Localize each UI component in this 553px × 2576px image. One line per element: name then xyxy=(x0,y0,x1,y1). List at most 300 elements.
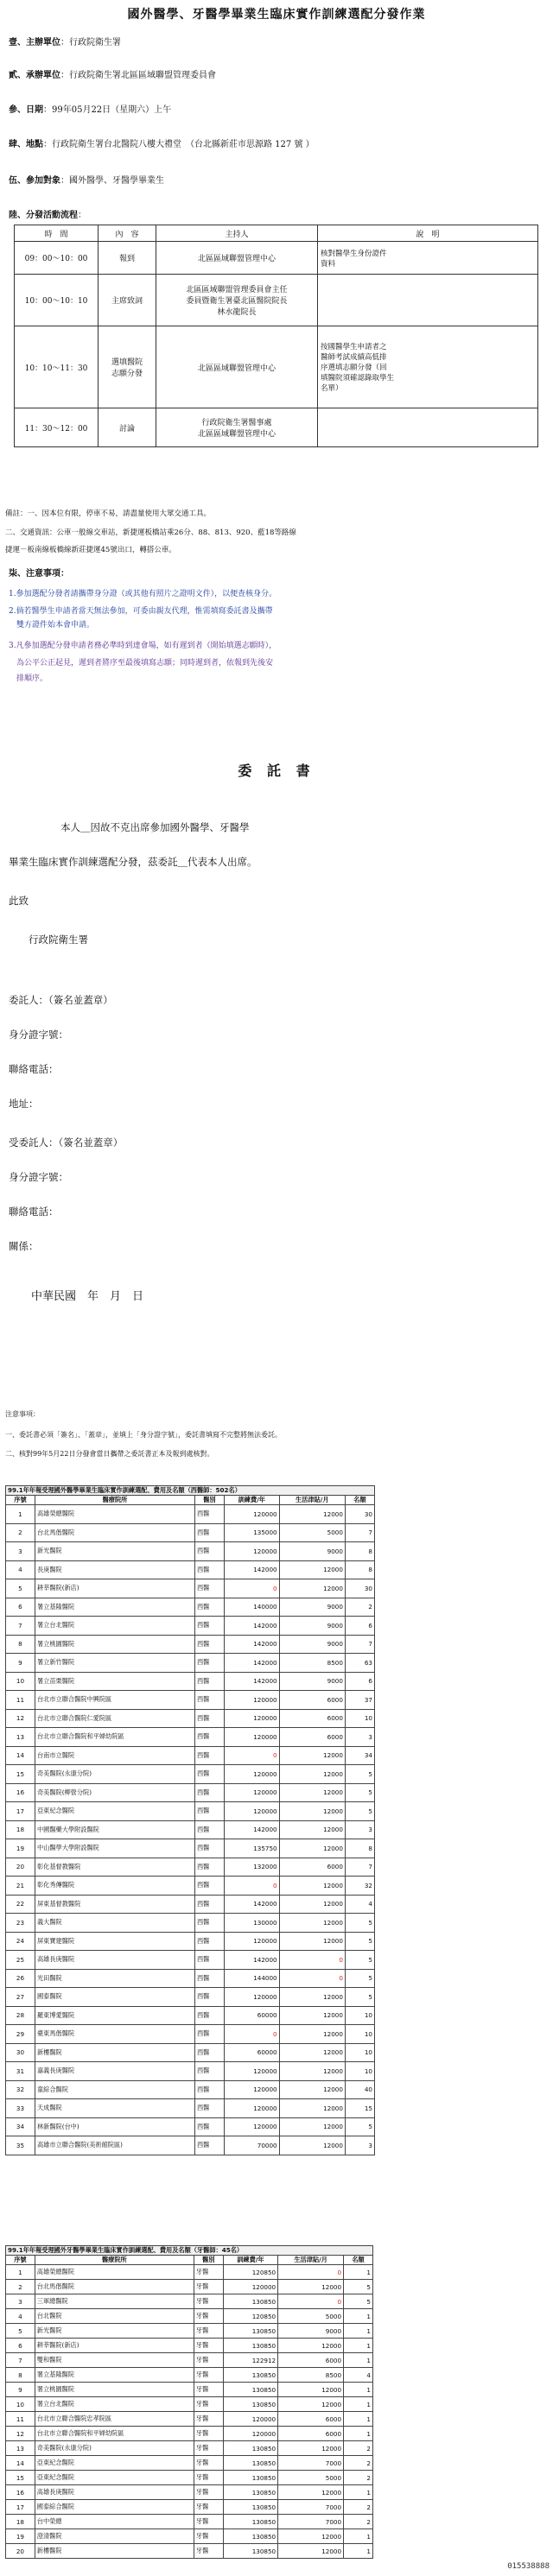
table-cell: 120850 xyxy=(223,2265,277,2280)
table-cell: 12000 xyxy=(279,1877,345,1896)
table-cell: 5 xyxy=(345,1802,374,1821)
table-cell: 奇美醫院(永康分院) xyxy=(35,2441,194,2456)
table-cell: 5000 xyxy=(278,2471,344,2485)
dental-quota-table xyxy=(5,2245,373,2559)
table-row xyxy=(6,1969,375,1988)
table-cell: 西醫 xyxy=(194,1783,224,1802)
remark-line: 3.凡參加選配分發申請者務必準時到達會場，如有遲到者（開始填選志願時）， xyxy=(9,642,277,650)
table-row xyxy=(6,1598,375,1617)
table-row xyxy=(6,2485,373,2500)
table-cell: 12000 xyxy=(279,2006,345,2025)
table-cell: 牙醫 xyxy=(194,2368,223,2383)
table-cell: 12000 xyxy=(279,1932,345,1951)
table-cell: 1 xyxy=(344,2485,373,2500)
table-cell: 132000 xyxy=(224,1858,279,1877)
table-cell: 2 xyxy=(344,2441,373,2456)
table-cell: 6000 xyxy=(278,2353,344,2368)
proxy-line: 本人＿因故不克出席參加國外醫學、牙醫學 xyxy=(60,821,250,833)
table-cell: 10 xyxy=(345,2043,374,2062)
note-line: 二、交通資訊：公車一般線交車站，新捷運板橋站乘26分、88、813、920、藍18等路線 xyxy=(5,528,296,537)
schedule-row xyxy=(15,275,538,326)
table-row xyxy=(6,2456,373,2471)
table-cell: 西醫 xyxy=(194,1728,224,1747)
table-cell: 雙和醫院 xyxy=(35,2353,194,2368)
info-line xyxy=(9,136,315,149)
table-cell: 12000 xyxy=(279,1505,345,1524)
table-cell: 牙醫 xyxy=(194,2353,223,2368)
info-value: ：行政院衛生署 xyxy=(60,38,121,47)
table-cell: 120850 xyxy=(223,2309,277,2324)
schedule-content: 報到 xyxy=(99,242,156,275)
table-cell: 4 xyxy=(6,2309,35,2324)
table-cell: 10 xyxy=(345,2062,374,2081)
table-cell: 12000 xyxy=(279,2136,345,2155)
table-cell: 120000 xyxy=(223,2280,277,2294)
table-cell: 12000 xyxy=(279,1765,345,1784)
table-cell: 5 xyxy=(345,1914,374,1933)
table-cell: 1 xyxy=(344,2544,373,2559)
schedule-host: 北區區域聯盟管理中心 xyxy=(156,242,318,275)
table-row xyxy=(6,1877,375,1896)
table-cell: 台北市立聯合醫院中興院區 xyxy=(35,1691,194,1710)
table-cell: 20 xyxy=(6,2544,35,2559)
proxy-line: 聯絡電話： xyxy=(9,1206,59,1218)
table-cell: 12000 xyxy=(278,2485,344,2500)
table-cell: 西醫 xyxy=(194,1523,224,1542)
table-cell: 西醫 xyxy=(194,1802,224,1821)
table-cell: 彰化秀傳醫院 xyxy=(35,1877,194,1896)
table-cell: 臺東馬偕醫院 xyxy=(35,2025,194,2044)
table-cell: 33 xyxy=(6,2099,35,2118)
table-cell: 西醫 xyxy=(194,1914,224,1933)
table-cell: 6000 xyxy=(279,1691,345,1710)
info-label: 壹、主辦單位 xyxy=(9,38,60,47)
table-cell: 牙醫 xyxy=(194,2471,223,2485)
table-cell: 12000 xyxy=(278,2383,344,2397)
table-row xyxy=(6,2397,373,2412)
schedule-row xyxy=(15,326,538,408)
table-cell: 西醫 xyxy=(194,2025,224,2044)
table-cell: 34 xyxy=(345,1746,374,1765)
table-cell: 7 xyxy=(345,1523,374,1542)
table-cell: 三軍總醫院 xyxy=(35,2294,194,2309)
schedule-host: 行政院衛生署醫事處 北區區域聯盟管理中心 xyxy=(156,408,318,447)
table-cell: 3 xyxy=(6,2294,35,2309)
table-cell: 12000 xyxy=(279,1746,345,1765)
table-cell: 6 xyxy=(6,1598,35,1617)
table-cell: 0 xyxy=(279,1951,345,1970)
schedule-host: 北區區域聯盟管理中心 xyxy=(156,326,318,408)
table-cell: 135750 xyxy=(224,1839,279,1858)
table-row xyxy=(6,2324,373,2339)
table-cell: 130850 xyxy=(223,2500,277,2515)
table-cell: 西醫 xyxy=(194,1877,224,1896)
remark-line: 為公平公正起見，遲到者將序至最後填寫志願；同時遲到者，依報到先後安 xyxy=(9,659,274,668)
table-cell: 牙醫 xyxy=(194,2339,223,2353)
table-cell: 142000 xyxy=(224,1895,279,1914)
table-cell: 9000 xyxy=(279,1672,345,1691)
table-cell: 0 xyxy=(224,1579,279,1598)
table-cell: 天成醫院 xyxy=(35,2099,194,2118)
table-cell: 西醫 xyxy=(194,2062,224,2081)
table-row xyxy=(6,1560,375,1579)
table-cell: 西醫 xyxy=(194,1635,224,1654)
table-cell: 40 xyxy=(345,2080,374,2099)
proxy-line: 行政院衛生署 xyxy=(9,934,88,946)
table-cell: 23 xyxy=(6,1914,35,1933)
table-header-cell: 生活津貼/月 xyxy=(278,2256,344,2265)
schedule-header-content: 內 容 xyxy=(99,225,156,242)
medical-quota-table xyxy=(5,1485,375,2155)
table-cell: 18 xyxy=(6,1820,35,1839)
table-cell: 15 xyxy=(6,1765,35,1784)
table-cell: 120000 xyxy=(224,2062,279,2081)
table-cell: 9000 xyxy=(279,1617,345,1636)
table-cell: 15 xyxy=(345,2099,374,2118)
table-cell: 2 xyxy=(6,2280,35,2294)
table-cell: 12 xyxy=(6,2427,35,2441)
table-cell: 3 xyxy=(345,2136,374,2155)
remarks-title: 柒、注意事項： xyxy=(9,569,69,579)
table-cell: 25 xyxy=(6,1951,35,1970)
table-row xyxy=(6,1914,375,1933)
table-cell: 12000 xyxy=(279,1895,345,1914)
schedule-note: 按國醫學生申請者之 醫師考試成績高低排 序選填志願分發（回 填醫院須確認錄取學生 名單） xyxy=(318,326,538,408)
table-cell: 高雄榮總醫院 xyxy=(35,2265,194,2280)
table-header-cell: 醫療院所 xyxy=(35,1496,194,1505)
table-cell: 28 xyxy=(6,2006,35,2025)
table-cell: 130850 xyxy=(223,2529,277,2544)
table-cell: 14 xyxy=(6,2456,35,2471)
table-row xyxy=(6,2265,373,2280)
table-cell: 12000 xyxy=(279,2025,345,2044)
table-row xyxy=(6,1820,375,1839)
table-cell: 署立台北醫院 xyxy=(35,2397,194,2412)
table-cell: 1 xyxy=(6,2265,35,2280)
table-cell: 26 xyxy=(6,1969,35,1988)
table-cell: 5 xyxy=(345,2117,374,2136)
table-cell: 130850 xyxy=(223,2515,277,2529)
table-cell: 120000 xyxy=(223,2412,277,2427)
table-cell: 130850 xyxy=(223,2294,277,2309)
table-cell: 3 xyxy=(345,1728,374,1747)
table-cell: 120000 xyxy=(224,2099,279,2118)
table-cell: 1 xyxy=(344,2339,373,2353)
table-cell: 6000 xyxy=(278,2427,344,2441)
table-header-cell: 醫別 xyxy=(194,1496,224,1505)
table-cell: 6000 xyxy=(278,2412,344,2427)
table-cell: 32 xyxy=(345,1877,374,1896)
table-row xyxy=(6,2500,373,2515)
table-row xyxy=(6,2412,373,2427)
table-cell: 30 xyxy=(6,2043,35,2062)
table-cell: 牙醫 xyxy=(194,2456,223,2471)
table-cell: 142000 xyxy=(224,1617,279,1636)
table-cell: 1 xyxy=(344,2397,373,2412)
schedule-header-note: 說 明 xyxy=(318,225,538,242)
table-cell: 142000 xyxy=(224,1951,279,1970)
table-cell: 3 xyxy=(345,1820,374,1839)
table-row xyxy=(6,1728,375,1747)
dental-table-header xyxy=(6,2256,373,2265)
table-cell: 西醫 xyxy=(194,1932,224,1951)
table-cell: 中山醫學大學附設醫院 xyxy=(35,1839,194,1858)
schedule-table xyxy=(14,225,538,447)
table-row xyxy=(6,1617,375,1636)
proxy-line: 身分證字號： xyxy=(9,1171,68,1183)
table-cell: 10 xyxy=(345,2006,374,2025)
table-cell: 12000 xyxy=(279,1820,345,1839)
table-row xyxy=(6,1691,375,1710)
table-cell: 牙醫 xyxy=(194,2427,223,2441)
table-row xyxy=(6,1783,375,1802)
table-row xyxy=(6,2025,375,2044)
table-cell: 7 xyxy=(345,1858,374,1877)
document-title: 國外醫學、牙醫學畢業生臨床實作訓練選配分發作業 xyxy=(127,8,426,22)
table-cell: 8 xyxy=(6,1635,35,1654)
table-cell: 130000 xyxy=(224,1914,279,1933)
table-row xyxy=(6,2339,373,2353)
table-cell: 37 xyxy=(345,1691,374,1710)
info-label: 肆、地點 xyxy=(9,140,43,149)
table-row xyxy=(6,2427,373,2441)
table-cell: 8 xyxy=(345,1542,374,1561)
table-cell: 署立基隆醫院 xyxy=(35,2368,194,2383)
table-cell: 19 xyxy=(6,1839,35,1858)
info-label: 貳、承辦單位 xyxy=(9,71,60,80)
table-cell: 27 xyxy=(6,1988,35,2007)
table-cell: 西醫 xyxy=(194,1746,224,1765)
table-cell: 12000 xyxy=(278,2441,344,2456)
table-cell: 7000 xyxy=(278,2500,344,2515)
table-cell: 4 xyxy=(6,1560,35,1579)
remark-line: 排順序。 xyxy=(9,674,48,683)
table-cell: 西醫 xyxy=(194,1654,224,1673)
proxy-line: 身分證字號： xyxy=(9,1029,68,1041)
table-cell: 西醫 xyxy=(194,1598,224,1617)
table-cell: 奇美醫院(柳營分院) xyxy=(35,1783,194,1802)
table-cell: 135000 xyxy=(224,1523,279,1542)
proxy-note: 一、委託書必須「簽名」、「蓋章」，並填上「身分證字號」，委託書填寫不完整將無法委託。 xyxy=(5,1431,282,1439)
table-cell: 牙醫 xyxy=(194,2383,223,2397)
table-row xyxy=(6,1895,375,1914)
table-cell: 8 xyxy=(345,1839,374,1858)
table-cell: 35 xyxy=(6,2136,35,2155)
table-cell: 130850 xyxy=(223,2383,277,2397)
table-cell: 142000 xyxy=(224,1654,279,1673)
table-cell: 130850 xyxy=(223,2368,277,2383)
table-cell: 24 xyxy=(6,1932,35,1951)
proxy-line: 受委託人：（簽名並蓋章） xyxy=(9,1136,124,1149)
table-header-cell: 訓練費/年 xyxy=(224,1496,279,1505)
table-cell: 12000 xyxy=(279,2080,345,2099)
table-header-cell: 醫別 xyxy=(194,2256,223,2265)
table-cell: 12000 xyxy=(279,1783,345,1802)
table-cell: 6000 xyxy=(279,1858,345,1877)
table-header-cell: 訓練費/年 xyxy=(223,2256,277,2265)
table-row xyxy=(6,2099,375,2118)
table-cell: 台北醫院 xyxy=(35,2309,194,2324)
dental-table-caption: 99.1年年報受理國外牙醫學畢業生臨床實作訓練選配、費用及名額（牙醫師：45名） xyxy=(6,2246,373,2256)
table-row xyxy=(6,1765,375,1784)
table-cell: 台北市立聯合醫院和平婦幼院區 xyxy=(35,1728,194,1747)
table-row xyxy=(6,2006,375,2025)
table-cell: 7 xyxy=(6,2353,35,2368)
table-row xyxy=(6,1635,375,1654)
table-cell: 144000 xyxy=(224,1969,279,1988)
table-cell: 1 xyxy=(344,2353,373,2368)
table-cell: 牙醫 xyxy=(194,2309,223,2324)
table-cell: 西醫 xyxy=(194,1579,224,1598)
info-value: ：99年05月22日（星期六）上午 xyxy=(43,105,172,115)
table-cell: 12000 xyxy=(279,1579,345,1598)
table-cell: 西醫 xyxy=(194,1765,224,1784)
table-cell: 120000 xyxy=(224,2080,279,2099)
schedule-note xyxy=(318,408,538,447)
table-cell: 10 xyxy=(345,1709,374,1728)
table-cell: 142000 xyxy=(224,1820,279,1839)
table-cell: 西醫 xyxy=(194,2099,224,2118)
table-cell: 西醫 xyxy=(194,1951,224,1970)
table-cell: 台北馬偕醫院 xyxy=(35,1523,194,1542)
table-cell: 120000 xyxy=(224,1728,279,1747)
table-cell: 牙醫 xyxy=(194,2280,223,2294)
table-row xyxy=(6,2309,373,2324)
table-header-cell: 生活津貼/月 xyxy=(279,1496,345,1505)
table-cell: 5 xyxy=(6,1579,35,1598)
table-cell: 120000 xyxy=(224,1932,279,1951)
table-row xyxy=(6,2062,375,2081)
table-cell: 16 xyxy=(6,1783,35,1802)
table-cell: 60000 xyxy=(224,2043,279,2062)
info-line xyxy=(9,35,121,47)
table-cell: 牙醫 xyxy=(194,2265,223,2280)
table-cell: 14 xyxy=(6,1746,35,1765)
table-row xyxy=(6,2515,373,2529)
table-cell: 130850 xyxy=(223,2339,277,2353)
table-cell: 120000 xyxy=(224,1709,279,1728)
table-cell: 12000 xyxy=(278,2529,344,2544)
table-row xyxy=(6,1523,375,1542)
table-cell: 西醫 xyxy=(194,1691,224,1710)
table-row xyxy=(6,2294,373,2309)
table-cell: 10 xyxy=(6,1672,35,1691)
info-label: 陸、分發活動流程 xyxy=(9,211,78,220)
table-cell: 120000 xyxy=(224,1988,279,2007)
table-row xyxy=(6,2280,373,2294)
table-cell: 6000 xyxy=(279,1709,345,1728)
table-cell: 142000 xyxy=(224,1635,279,1654)
table-cell: 台南市立醫院 xyxy=(35,1746,194,1765)
table-cell: 5 xyxy=(344,2280,373,2294)
table-cell: 3 xyxy=(6,1542,35,1561)
table-cell: 2 xyxy=(344,2456,373,2471)
table-cell: 義大醫院 xyxy=(35,1914,194,1933)
table-cell: 新光醫院 xyxy=(35,1542,194,1561)
table-cell: 122912 xyxy=(223,2353,277,2368)
table-cell: 5000 xyxy=(279,1523,345,1542)
table-cell: 0 xyxy=(224,1877,279,1896)
table-cell: 12000 xyxy=(279,1988,345,2007)
table-cell: 署立桃園醫院 xyxy=(35,2383,194,2397)
table-cell: 18 xyxy=(6,2515,35,2529)
table-cell: 新樓醫院 xyxy=(35,2043,194,2062)
table-row xyxy=(6,1951,375,1970)
table-cell: 5 xyxy=(345,1765,374,1784)
table-cell: 西醫 xyxy=(194,1542,224,1561)
table-cell: 西醫 xyxy=(194,1988,224,2007)
schedule-time: 09：00～10：00 xyxy=(15,242,99,275)
table-cell: 5 xyxy=(345,1988,374,2007)
table-cell: 120000 xyxy=(224,1691,279,1710)
info-value: ：行政院衛生署北區區域聯盟管理委員會 xyxy=(60,71,216,80)
table-cell: 140000 xyxy=(224,1598,279,1617)
table-cell: 西醫 xyxy=(194,1709,224,1728)
table-cell: 牙醫 xyxy=(194,2529,223,2544)
table-cell: 西醫 xyxy=(194,2006,224,2025)
table-cell: 9000 xyxy=(279,1635,345,1654)
table-cell: 6 xyxy=(6,2339,35,2353)
table-cell: 8 xyxy=(6,2368,35,2383)
table-cell: 台北市立聯合醫院和平婦幼院區 xyxy=(35,2427,194,2441)
table-cell: 西醫 xyxy=(194,1505,224,1524)
table-cell: 新樓醫院 xyxy=(35,2544,194,2559)
table-cell: 牙醫 xyxy=(194,2500,223,2515)
table-cell: 2 xyxy=(345,1598,374,1617)
table-cell: 13 xyxy=(6,1728,35,1747)
table-cell: 7000 xyxy=(278,2515,344,2529)
table-row xyxy=(6,2441,373,2456)
table-cell: 台北馬偕醫院 xyxy=(35,2280,194,2294)
table-cell: 1 xyxy=(344,2383,373,2397)
table-cell: 16 xyxy=(6,2485,35,2500)
table-cell: 西醫 xyxy=(194,2080,224,2099)
table-cell: 15 xyxy=(6,2471,35,2485)
table-cell: 22 xyxy=(6,1895,35,1914)
table-row xyxy=(6,1579,375,1598)
table-cell: 30 xyxy=(345,1579,374,1598)
note-line: 捷運－板南線板橋線新莊捷運45號出口，轉搭公車。 xyxy=(5,546,176,554)
table-cell: 12000 xyxy=(278,2339,344,2353)
table-cell: 12000 xyxy=(278,2280,344,2294)
table-cell: 牙醫 xyxy=(194,2397,223,2412)
table-row xyxy=(6,1988,375,2007)
table-cell: 台北市立聯合醫院仁愛院區 xyxy=(35,1709,194,1728)
table-cell: 牙醫 xyxy=(194,2412,223,2427)
table-header-cell: 序號 xyxy=(6,2256,35,2265)
table-cell: 7 xyxy=(345,1635,374,1654)
table-cell: 5000 xyxy=(278,2309,344,2324)
table-cell: 1 xyxy=(344,2412,373,2427)
schedule-content: 選填醫院 志願分發 xyxy=(99,326,156,408)
table-cell: 長庚醫院 xyxy=(35,1560,194,1579)
table-cell: 30 xyxy=(345,1505,374,1524)
table-cell: 29 xyxy=(6,2025,35,2044)
table-cell: 12000 xyxy=(278,2397,344,2412)
table-cell: 70000 xyxy=(224,2136,279,2155)
table-cell: 12000 xyxy=(279,1839,345,1858)
table-cell: 20 xyxy=(6,1858,35,1877)
table-cell: 120000 xyxy=(224,1802,279,1821)
table-cell: 牙醫 xyxy=(194,2294,223,2309)
table-cell: 1 xyxy=(344,2265,373,2280)
table-row xyxy=(6,2529,373,2544)
table-row xyxy=(6,2353,373,2368)
table-cell: 142000 xyxy=(224,1672,279,1691)
table-header-cell: 名額 xyxy=(344,2256,373,2265)
table-cell: 5 xyxy=(345,1783,374,1802)
table-cell: 高雄市立聯合醫院(美術館院區) xyxy=(35,2136,194,2155)
